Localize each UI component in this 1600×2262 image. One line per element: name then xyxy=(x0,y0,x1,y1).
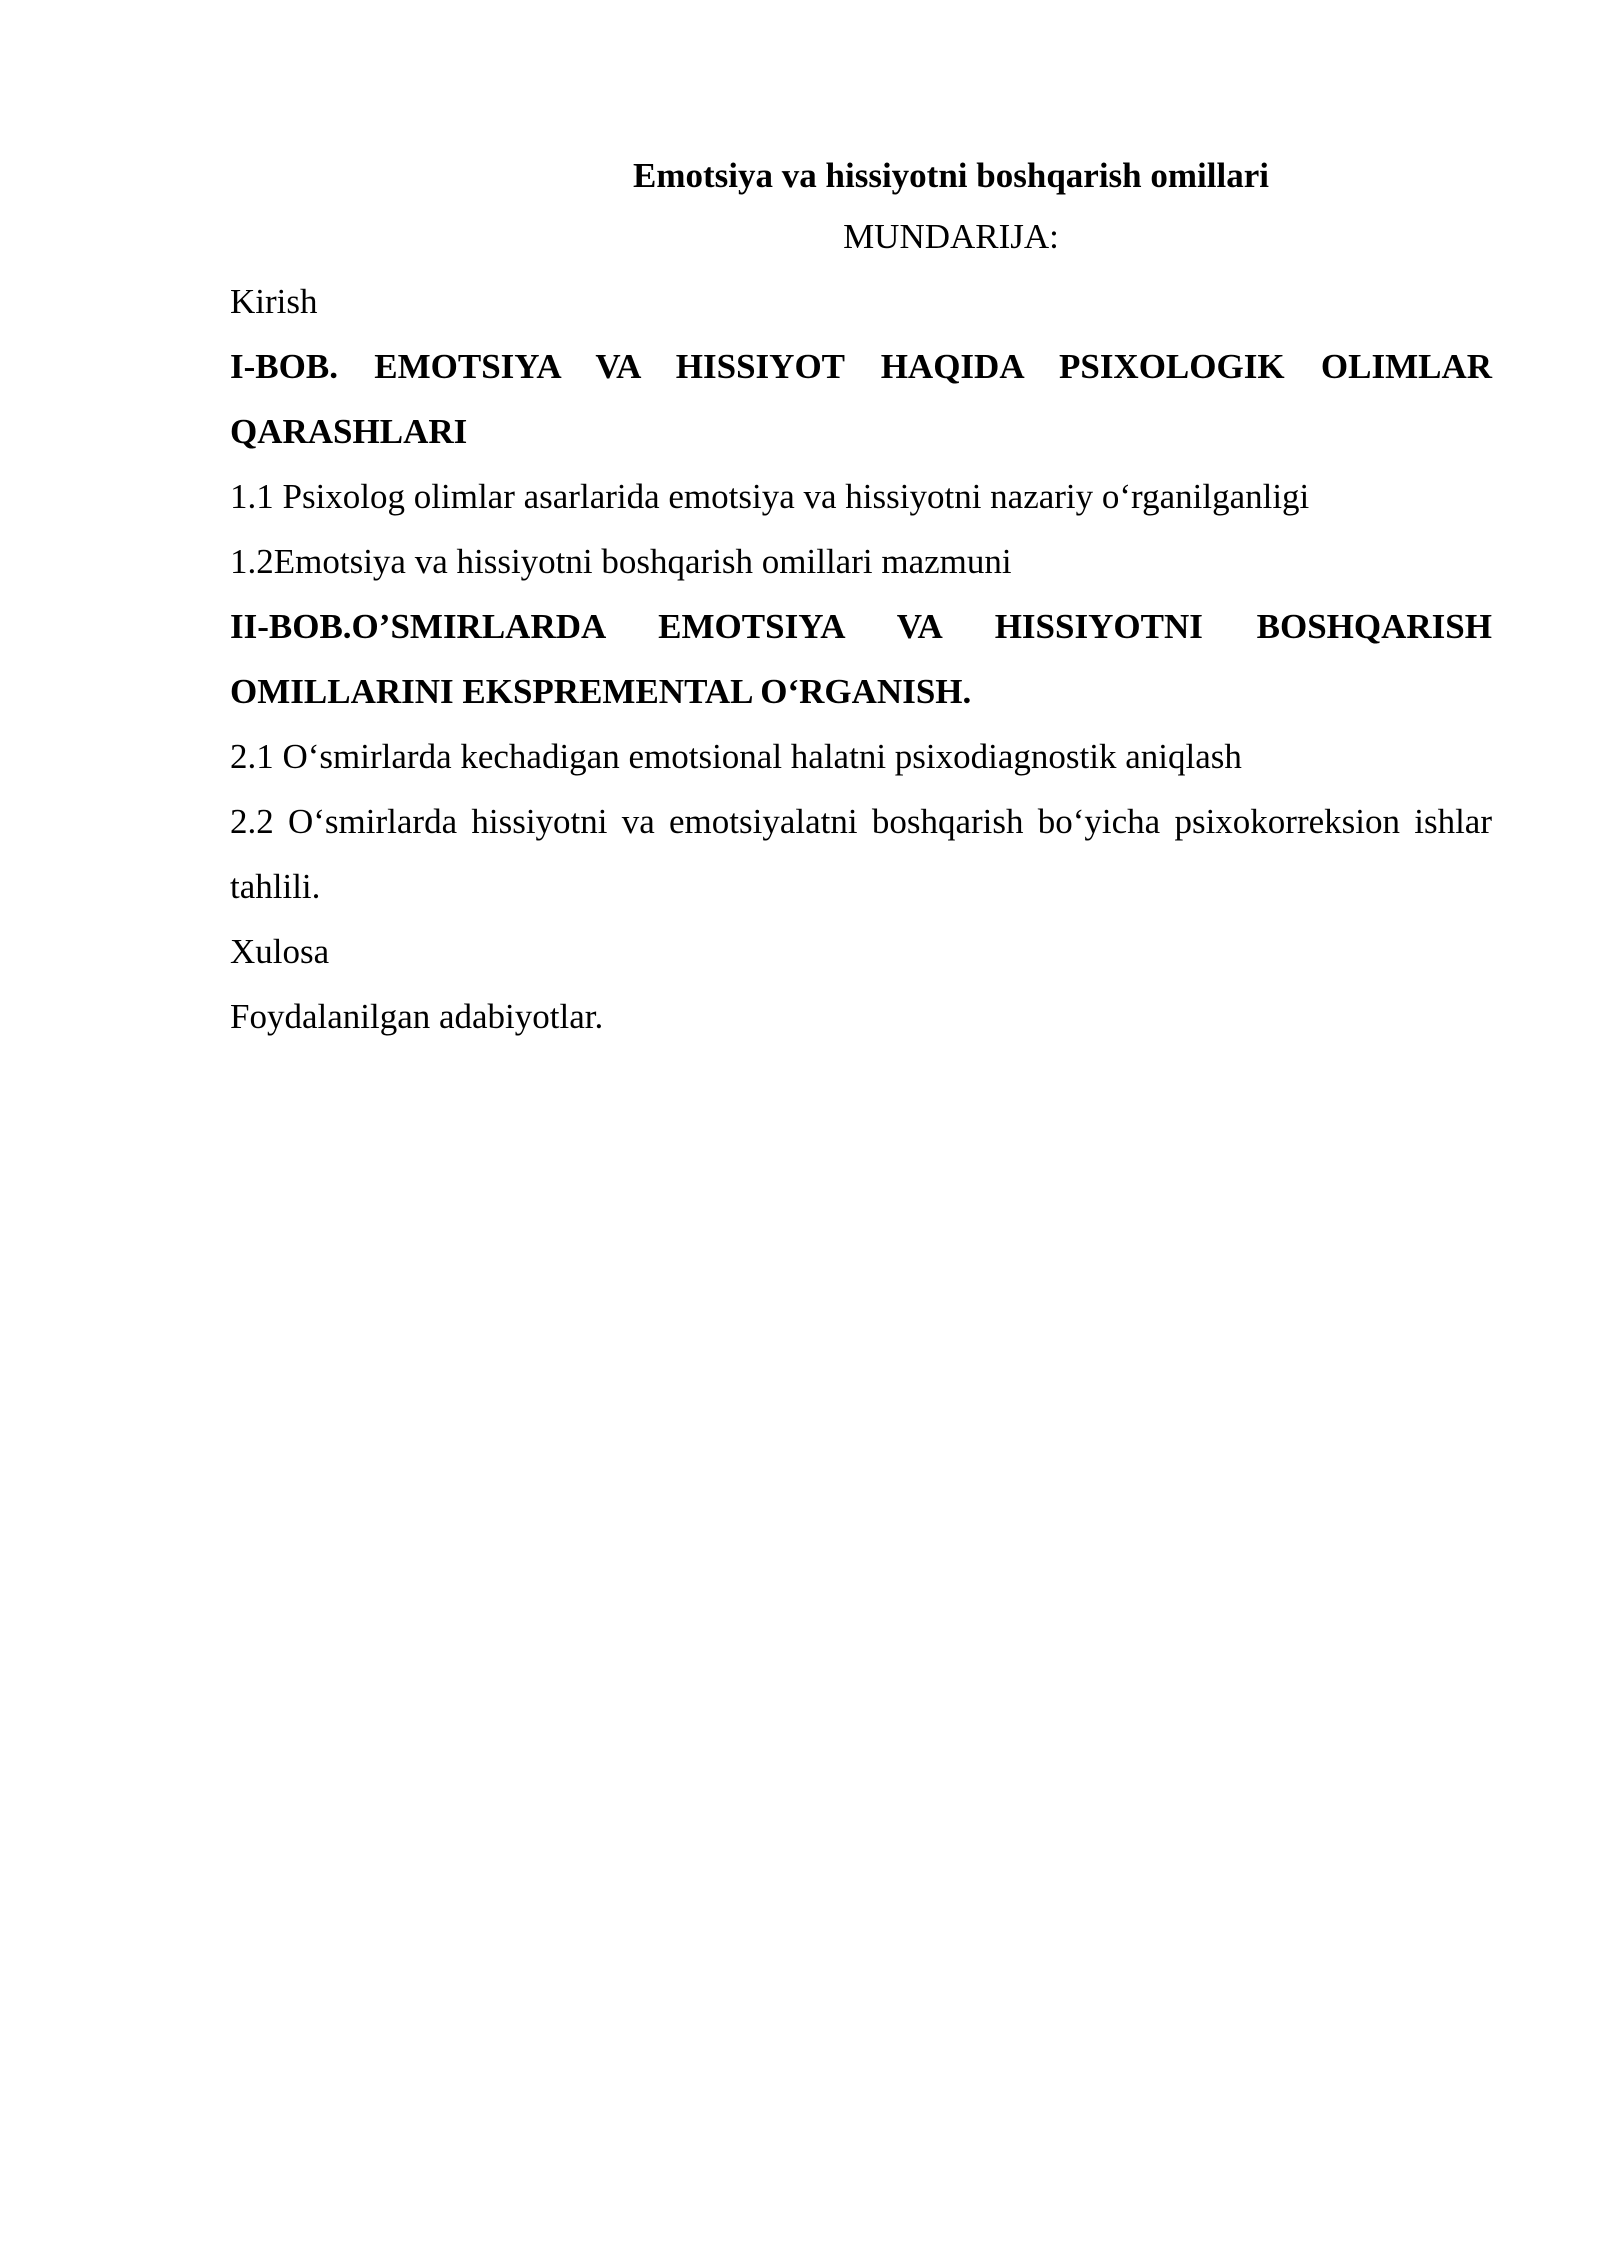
toc-item-introduction: Kirish xyxy=(230,282,318,321)
toc-item-section-1-1: 1.1 Psixolog olimlar asarlarida emotsiya va hissiyotni nazariy o‘rganilganligi xyxy=(230,477,1310,516)
toc-item-section-2-1: 2.1 O‘smirlarda kechadigan emotsional halatni psixodiagnostik aniqlash xyxy=(230,737,1242,776)
toc-item-chapter-2: II-BOB.O’SMIRLARDA EMOTSIYA VA HISSIYOTNI BOSHQARISH OMILLARINI EKSPREMENTAL O‘RGANISH. xyxy=(230,607,1492,711)
document-title: Emotsiya va hissiyotni boshqarish omillari xyxy=(633,156,1269,195)
document-page xyxy=(230,148,1492,1049)
toc-item-section-1-2: 1.2Emotsiya va hissiyotni boshqarish omillari mazmuni xyxy=(230,542,1012,581)
table-of-contents xyxy=(230,269,1492,1049)
toc-item-chapter-1: I-BOB. EMOTSIYA VA HISSIYOT HAQIDA PSIXOLOGIK OLIMLAR QARASHLARI xyxy=(230,347,1492,451)
toc-item-section-2-2: 2.2 O‘smirlarda hissiyotni va emotsiyalatni boshqarish bo‘yicha psixokorreksion ishlar tahlili. xyxy=(230,802,1492,906)
toc-item-conclusion: Xulosa xyxy=(230,932,330,971)
toc-item-references: Foydalanilgan adabiyotlar. xyxy=(230,997,604,1036)
toc-heading: MUNDARIJA: xyxy=(843,217,1059,256)
